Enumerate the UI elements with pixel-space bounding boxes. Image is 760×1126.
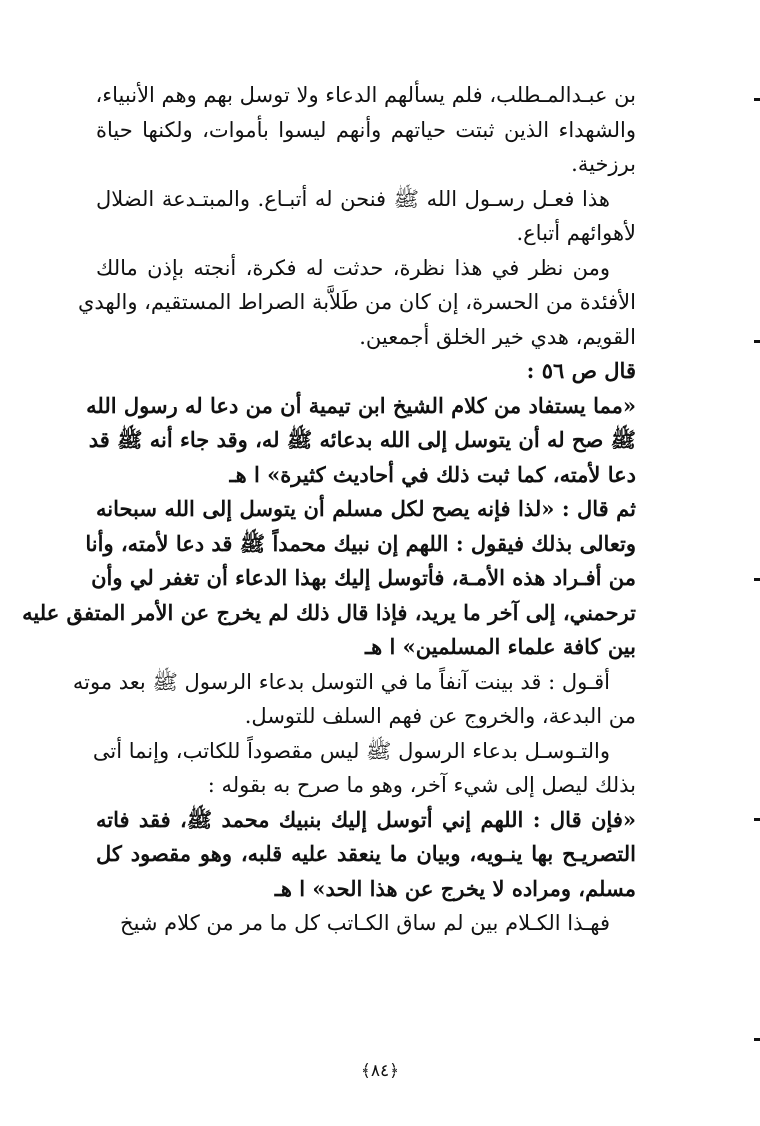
text-line: «فإن قال : اللهم إني أتوسل إليك بنبيك محمد ﷺ، فقد فاته: [96, 806, 636, 832]
paragraph: [86, 389, 636, 493]
paragraph: [96, 182, 636, 251]
text-line: فهـذا الكـلام بين لم ساق الكـاتب كل ما مر من كلام شيخ: [120, 911, 610, 935]
text-line: برزخية.: [571, 152, 636, 176]
paragraph: [96, 906, 636, 941]
paragraph: [72, 665, 636, 734]
text-line: أقـول : قد بينت آنفاً ما في التوسل بدعاء الرسول ﷺ بعد موته: [72, 669, 610, 694]
text-line: «مما يستفاد من كلام الشيخ ابن تيمية أن من دعا له رسول الله: [86, 392, 636, 418]
text-line: بذلك ليصل إلى شيء آخر، وهو ما صرح به بقوله :: [207, 773, 636, 797]
text-line: بن عبـدالمـطلب، فلم يسألهم الدعاء ولا توسل بهم وهم الأنبياء،: [95, 83, 636, 107]
text-line: مسلم، ومراده لا يخرج عن هذا الحد» ا هـ: [274, 875, 636, 901]
text-line: ومن نظر في هذا نظرة، حدثت له فكرة، أنجته بإذن مالك: [96, 255, 610, 280]
text-line: ترحمني، إلى آخر ما يريد، فإذا قال ذلك لم يخرج عن الأمر المتفق عليه: [22, 599, 636, 625]
text-line: هذا فعـل رسـول الله ﷺ فنحن له أتبـاع. والمبتـدعة الضلال: [96, 186, 610, 211]
paragraph: [96, 78, 636, 182]
text-line: وتعالى بذلك فيقول : اللهم إن نبيك محمداً ﷺ قد دعا لأمته، وأنا: [85, 530, 636, 556]
page-number: ﴿٨٤﴾: [360, 1061, 400, 1081]
margin-mark: [754, 340, 760, 343]
text-line: والشهداء الذين ثبتت حياتهم وأنهم ليسوا بأموات، ولكنها حياة: [96, 117, 636, 142]
text-line: لأهوائهم أتباع.: [516, 221, 636, 245]
text-line: من البدعة، والخروج عن فهم السلف للتوسل.: [244, 704, 636, 728]
margin-mark: [754, 578, 760, 581]
margin-mark: [754, 818, 760, 821]
text-line: بين كافة علماء المسلمين» ا هـ: [364, 634, 636, 659]
text-line: من أفـراد هذه الأمـة، فأتوسل إليك بهذا الدعاء أن تغفر لي وأن: [91, 565, 636, 590]
text-line: التصريـح بها ينـويه، وبيان ما ينعقد عليه قلبه، وهو مقصود كل: [96, 841, 636, 866]
margin-mark: [754, 98, 760, 101]
text-line: والتـوسـل بدعاء الرسول ﷺ ليس مقصوداً للكاتب، وإنما أتى: [92, 738, 610, 763]
text-line: قال ص ٥٦ :: [526, 358, 636, 383]
text-line: الأفئدة من الحسرة، إن كان من طَلاَّبة الصراط المستقيم، والهدي: [77, 290, 636, 314]
page-body: [22, 78, 636, 941]
paragraph: [96, 354, 636, 389]
text-line: ثم قال : «لذا فإنه يصح لكل مسلم أن يتوسل إلى الله سبحانه: [96, 496, 636, 521]
paragraph: [77, 251, 636, 355]
paragraph: [96, 803, 636, 907]
paragraph: [22, 492, 636, 665]
text-line: القويم، هدي خير الخلق أجمعين.: [359, 324, 636, 349]
margin-mark: [754, 1038, 760, 1041]
text-line: دعا لأمته، كما ثبت ذلك في أحاديث كثيرة» ا هـ: [229, 461, 636, 487]
paragraph: [92, 734, 636, 803]
text-line: ﷺ صح له أن يتوسل إلى الله بدعائه ﷺ له، وقد جاء أنه ﷺ قد: [88, 427, 636, 452]
